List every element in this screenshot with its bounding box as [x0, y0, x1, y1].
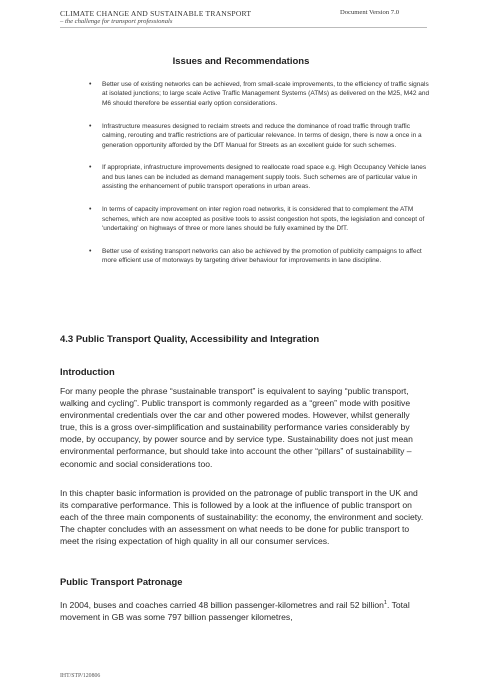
section-heading: 4.3 Public Transport Quality, Accessibility and Integration: [60, 334, 320, 345]
bullet-text: Infrastructure measures designed to reclaim streets and reduce the dominance of road traffic through traffic calming, rerouting and traffic restrictions are of particular relevance. In terms of design, there is now a once in a generation opportunity afforded by the DfT Manual for Streets as an excellent guide for such schemes.: [102, 122, 422, 149]
bullet-icon: •: [89, 164, 92, 172]
bullet-icon: •: [89, 206, 92, 214]
list-item: [89, 122, 434, 150]
introduction-heading: Introduction: [60, 366, 115, 377]
list-item: [89, 163, 434, 191]
footnote-marker[interactable]: 1: [383, 600, 387, 607]
list-item: [89, 205, 434, 233]
recommendations-list: [89, 80, 434, 279]
patronage-text-end: . Total movement in GB was some 797 billion passenger kilometres,: [60, 600, 410, 623]
header-subtitle: – the challenge for transport professionals: [60, 18, 173, 25]
patronage-heading: Public Transport Patronage: [60, 576, 183, 587]
footer-reference: IHT/STP/120806: [60, 673, 101, 679]
bullet-text: Better use of existing transport networks can also be achieved by the promotion of publicity campaigns to affect more efficient use of motorways by targeting driver behaviour for improvements in lane discipline.: [102, 247, 422, 265]
bullet-text: In terms of capacity improvement on inter region road networks, it is considered that to complement the ATM schemes, which are now accepted as positive tools to assist congestion hot spots, the legislation and concept of 'undertaking' on highways of three or more lanes should be fully examined by the DfT.: [102, 206, 425, 232]
patronage-paragraph: [60, 599, 428, 623]
bullet-icon: •: [89, 247, 92, 255]
bullet-text: If appropriate, infrastructure improvements designed to reallocate road space e.g. High Occupancy Vehicle lanes and bus lanes can be included as demand management supply tools. Such schemes are of particular value in assisting the enhancement of public transport operations in urban areas.: [102, 164, 427, 191]
header-title: CLIMATE CHANGE AND SUSTAINABLE TRANSPORT: [60, 9, 252, 18]
issues-heading: Issues and Recommendations: [172, 56, 310, 67]
bullet-icon: •: [89, 81, 92, 88]
list-item: [89, 80, 434, 108]
bullet-text: Better use of existing networks can be achieved, from small-scale improvements, to the efficiency of traffic signals at isolated junctions; to large scale Active Traffic Management Systems (ATMs) as delivered on the M25, M42 and M6 should therefore be essential early option considerations.: [102, 81, 430, 107]
list-item: [89, 247, 434, 266]
intro-paragraph-2: In this chapter basic information is provided on the patronage of public transport in the UK and its comparative performance. This is followed by a look at the influence of public transport on each of the three main components of sustainability: the economy, the environment and society. The chapter concludes with an assessment on what needs to be done for public transport to meet the rising expectation of high quality in all our consumer services.: [60, 488, 424, 547]
document-version: Document Version 7.0: [340, 9, 400, 16]
bullet-icon: •: [89, 122, 92, 130]
patronage-text-start: In 2004, buses and coaches carried 48 billion passenger-kilometres and rail 52 billion: [60, 600, 384, 610]
intro-paragraph-1: For many people the phrase “sustainable transport” is equivalent to saying “public transport, walking and cycling”. Public transport is commonly regarded as a “green” mode with positive environmental credentials over the car and other powered modes. However, whilst generally true, this is a gross over-simplification and sustainability performance varies considerably by mode, by occupancy, by power source and by service type. Sustainability does not just mean environmental performance, but should take into account the other “pillars” of sustainability – economic and social considerations too.: [60, 386, 413, 469]
header-divider: [60, 27, 427, 28]
